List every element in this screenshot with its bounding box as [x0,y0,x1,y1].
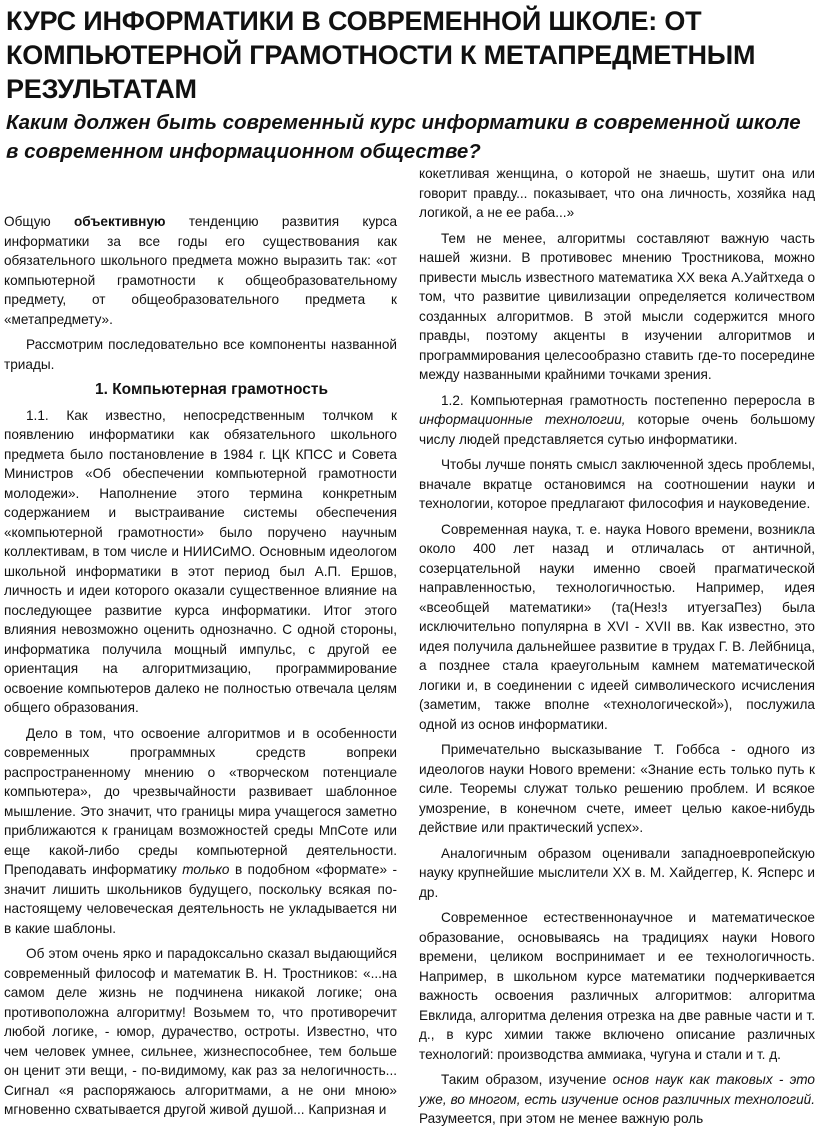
italic-text: основ наук как таковых - это уже, во многом, есть изучение основ различных технологий. [419,1072,815,1107]
paragraph: Об этом очень ярко и парадоксально сказал выдающийся современный философ и математик В. Н. Тростников: «...на самом деле жизнь не подчинена никакой логике; она противоположна алгоритму! Возьмем то, что противоречит любой логике, - юмор, дурачество, остроты. Известно, что чем человек умнее, сильнее, жизнеспособнее, тем больше он ценит эти вещи, - по-видимому, как раз за нелогичность... Сигнал «я распоряжаюсь алгоритмами, а не они мною» мгновенно схватывается другой живой душой... Капризная и [4,946,397,1117]
paragraph: Аналогичным образом оценивали западноевропейскую науку крупнейшие мыслители XX в. М. Хайдеггер, К. Ясперс и др. [419,845,815,900]
page-subtitle: Каким должен быть современный курс информатики в современной школе в современном информационном обществе? [6,111,801,163]
text-run: Общую [4,214,74,229]
paragraph: Современная наука, т. е. наука Нового времени, возникла около 400 лет назад и отличалась от античной, созерцательной науки именно своей прагматической направленностью, технологичностью. Например, идея «всеобщей математики» (та(Нез!з итуегзаПез) была исключительно популярна в XVI - XVII вв. Как известно, это идея получила дальнейшее развитие в трудах Г. В. Лейбница, а позднее стала краеугольным камнем математической логики и, в соединении с идеей символического исчисления (заметим, также вполне «технологической»), послужила одной из основ информатики. [419,521,815,732]
right-column [419,164,815,1135]
paragraph: Тем не менее, алгоритмы составляют важную часть нашей жизни. В противовес мнению Тростникова, можно привести мысль известного математика XX века А.Уайтхеда о том, что развитие цивилизации определяется количеством созданных алгоритмов. В этой мысли содержится много правды, поэтому акценты в изучении алгоритмов и программирования целесообразно ставить где-то посередине между названными крайними точками зрения. [419,230,815,382]
paragraph: Чтобы лучше понять смысл заключенной здесь проблемы, вначале вкратце остановимся на соотношении науки и технологии, которое предлагают философия и науковедение. [419,457,815,511]
page-title: КУРС ИНФОРМАТИКИ В СОВРЕМЕННОЙ ШКОЛЕ: ОТ КОМПЬЮТЕРНОЙ ГРАМОТНОСТИ К МЕТАПРЕДМЕТНЫМ РЕЗУЛЬТАТАМ [6,6,756,104]
paragraph [419,391,815,450]
text-run: которые очень большому числу людей представляется сутью информатики. [419,412,815,447]
italic-text: только [182,862,230,877]
paragraph [4,212,397,329]
section-heading: 1. Компьютерная грамотность [94,381,329,398]
text-run: Таким образом, изучение [441,1072,613,1087]
paragraph: Рассмотрим последовательно все компоненты названной триады. [4,337,397,372]
paragraph: кокетливая женщина, о которой не знаешь, шутит она или говорит правду... показывает, что она личность, хозяйка над логикой, а не ее раба...» [419,166,815,220]
text-run: Дело в том, что освоение алгоритмов и в особенности современных программных средств вопреки распространенному мнению о «творческом потенциале компьютера», до чрезвычайности развивает шаблонное мышление. Это значит, что границы мира учащегося заметно приближаются к границам возможностей среды МпСоте или еще какой-либо среды компьютерной деятельности. Преподавать информатику [4,725,397,877]
text-run: Разумеется, при этом не менее важную роль [419,1111,704,1126]
text-run: в подобном «формате» - значит лишить школьников будущего, поскольку всякая по-настоящему человеческая деятельность не укладывается ни в какие шаблоны. [4,862,397,936]
left-column [4,212,397,1126]
text-run: 1.2. Компьютерная грамотность постепенно переросла в [441,392,815,408]
text-run: тенденцию развития курса информатики за все годы его существования как обязательного школьного предмета можно выразить так: «от компьютерной грамотности к общеобразовательному предмету, от общеобразовательного предмета к «метапредмету». [4,214,398,327]
italic-text: информационные технологии, [419,412,626,427]
paragraph [4,724,397,939]
paragraph [419,1070,815,1129]
paragraph: Примечательно высказывание Т. Гоббса - одного из идеологов науки Нового времени: «Знание есть только путь к силе. Теоремы служат только решению проблем. И всякое умозрение, в конечном счете, имеет целью какое-нибудь действие или практический успех». [419,742,815,835]
bold-text: объективную [74,214,166,229]
paragraph: 1.1. Как известно, непосредственным толчком к появлению информатики как обязательного школьного предмета было постановление в 1984 г. ЦК КПСС и Совета Министров «Об обеспечении компьютерной грамотности молодежи». Наполнение этого термина конкретным содержанием и выстраивание системы обеспечения «компьютерной грамотности» было поручено научным коллективам, в том числе и НИИСиМО. Основным идеологом школьной информатики в этот период был А.П. Ершов, личность и идеи которого оказали существенное влияние на последующее развитие курса информатики. Итог этого влияния невозможно оценить однозначно. С одной стороны, информатика получила мощный импульс, с другой ее ориентация на алгоритмизацию, программирование освоение компьютеров далеко не полностью отвечала целям общего образования. [4,407,397,715]
paragraph: Современное естественнонаучное и математическое образование, основываясь на традициях науки Нового времени, целиком воспринимает и ее технологичность. Например, в школьном курсе математики подчеркивается важность освоения различных алгоритмов: алгоритма Евклида, алгоритма деления отрезка на две равные части и т. д., в курс химии также включено описание различных технологий: производства аммиака, чугуна и стали и т. д. [419,910,815,1062]
